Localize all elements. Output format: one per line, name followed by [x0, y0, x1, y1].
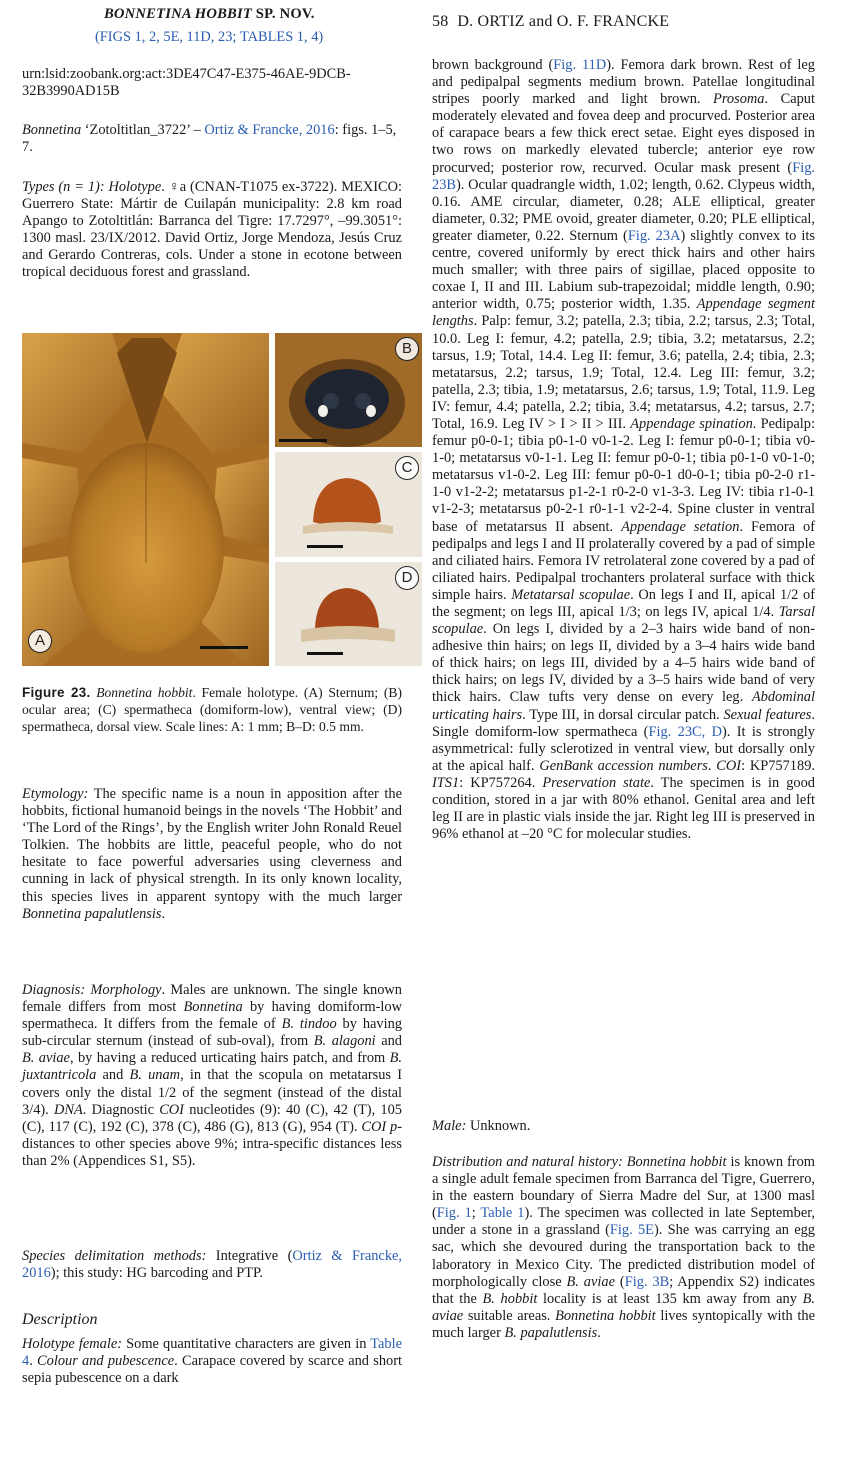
panel-label-b: B	[395, 337, 419, 361]
male-paragraph: Male: Unknown.	[432, 1118, 531, 1134]
fig-link[interactable]: Fig. 23C, D	[648, 723, 722, 740]
panel-label-a: A	[28, 629, 52, 653]
tables-link[interactable]: TABLES 1, 4	[240, 29, 319, 45]
panel-label-c: C	[395, 456, 419, 480]
page-number: 58	[432, 13, 449, 30]
fig-link[interactable]: Fig. 23B	[432, 159, 815, 193]
table-link[interactable]: Table 1	[480, 1205, 525, 1222]
citation-link[interactable]: Ortiz & Francke, 2016	[22, 1248, 402, 1282]
running-head-authors: D. ORTIZ and O. F. FRANCKE	[457, 13, 670, 30]
zoobank-lsid: urn:lsid:zoobank.org:act:3DE47C47-E375-46AE-9DCB-32B3990AD15B	[22, 66, 351, 100]
section-heading-description: Description	[22, 1311, 98, 1328]
figs-link[interactable]: FIGS 1, 2, 5E, 11D, 23	[99, 29, 233, 45]
etymology-paragraph: Etymology: The specific name is a noun in apposition after the hobbits, fictional humanoid beings in the novels ‘The Hobbit’ and ‘The Lord of the Rings’, by the English writer John Ronald Reuel Tolkien. The hobbits are little, peaceful people, who do not hesitate to face powerful adversaries using cleverness and cunning in lack of physical strength. In its only known locality, this species lives in apparent syntopy with the much larger Bonnetina papalutlensis.	[22, 786, 402, 922]
figure-23	[22, 333, 413, 668]
figure-table-refs: (FIGS 1, 2, 5E, 11D, 23; TABLES 1, 4)	[95, 29, 324, 45]
synonymy: Bonnetina ‘Zotoltitlan_3722’ – Ortiz & Francke, 2016: figs. 1–5, 7.	[22, 122, 397, 156]
spermatheca-dorsal-photo	[275, 562, 422, 666]
species-heading: BONNETINA HOBBIT SP. NOV.	[104, 6, 315, 22]
description-continued: brown background (Fig. 11D). Femora dark brown. Rest of leg and pedipalpal segments medium brown. Patellae longitudinal stripes poorly marked and light brown. Prosoma. Caput moderately elevated and fovea deep and procurved. Posterior area of carapace bears a few thick erect setae. Eight eyes disposed in two rows on markedly elevated tubercle; anterior eye row procurved; posterior row, recurved. Ocular mask present (Fig. 23B). Ocular quadrangle width, 1.02; length, 0.62. Clypeus width, 0.16. AME circular, diameter, 0.28; ALE elliptical, greater diameter, 0.32; PME ovoid, greater diameter, 0.20; PLE elliptical, greater diameter, 0.22. Sternum (Fig. 23A) slightly convex to its centre, covered uniformly by erect thick hairs and other hairs much smaller; with three pairs of sigillae, placed opposite to coxae I, II and III. Labium sub-trapezoidal; middle length, 0.90; anterior width, 0.75; posterior width, 1.35. Appendage segment lengths. Palp: femur, 3.2; patella, 2.3; tibia, 2.2; tarsus, 2.3; Total, 10.0. Leg I: femur, 4.2; patella, 2.9; tibia, 3.2; metatarsus, 2.2; tarsus, 1.9; Total, 14.4. Leg II: femur, 3.6; patella, 2.4; tibia, 2.3; metatarsus, 2.2; tarsus, 1.9; Total, 12.4. Leg III: femur, 3.2; patella, 2.3; tibia, 1.9; metatarsus, 2.6; tarsus, 1.9; Total, 11.9. Leg IV: femur, 4.4; patella, 2.2; tibia, 3.4; metatarsus, 4.2; tarsus, 2.7; Total, 16.9. Leg IV > I > II > III. Appendage spination. Pedipalp: femur p0-0-1; tibia p0-1-0 v0-1-2. Leg I: femur p0-0-1; tibia v0-1-0; metatarsus v0-1-1. Leg II: femur p0-0-1; tibia p0-1-0 v0-1-0; metatarsus v1-0-2. Leg III: femur p0-0-1 d0-0-1; tibia p0-2-0 r1-1-0 v1-2-2; metatarsus p1-2-1 r0-2-0 v1-3-3. Leg IV: tibia r1-0-1 v1-2-3; metatarsus p0-2-1 r0-1-1 v2-2-4. Spine cluster in ventral base of metatarsus II absent. Appendage setation. Femora of pedipalps and legs I and II prolaterally covered by a pad of simple and ciliated hairs. Femora IV retrolateral zone covered by a pad of ciliated hairs. Pedipalpal trochanters prolateral surface with thick simple hairs. Metatarsal scopulae. On legs I and II, apical 1/2 of the segment; on legs III, apical 1/3; on legs IV, apical 1/4. Tarsal scopulae. On legs I, divided by a 2–3 hairs wide band of non-adhesive thin hairs; on legs II, divided by a 3–4 hairs wide band of thick hairs; on legs III, divided by a 4–5 hairs wide band of thick hairs; on legs IV, divided by a 3–5 hairs wide band of very thick hairs. Claw tufts very dense on every leg. Abdominal urticating hairs. Type III, in dorsal circular patch. Sexual features. Single domiform-low spermatheca (Fig. 23C, D). It is strongly asymmetrical: fully sclerotized in ventral view, but dorsally only at the apical half. GenBank accession numbers. COI: KP757189. ITS1: KP757264. Preservation state. The specimen is in good condition, stored in a jar with 80% ethanol. Genital area and left leg II are in plastic vials inside the jar. Right leg III is preserved in 96% ethanol at –20 °C for molecular studies.	[432, 57, 816, 843]
distribution-paragraph: Distribution and natural history: Bonnetina hobbit is known from a single adult female specimen from Barranca del Tigre, Guerrero, in the eastern boundary of Sierra Madre del Sur, at 1300 masl (Fig. 1; Table 1). The specimen was collected in late September, under a stone in a grassland (Fig. 5E). She was carrying an egg sac, which she devoured during the transportation back to the laboratory in Mexico City. The predicted distribution model of morphologically close B. aviae (Fig. 3B; Appendix S2) indicates that the B. hobbit locality is at least 135 km away from any B. aviae suitable areas. Bonnetina hobbit lives syntopically with the much larger B. papalutlensis.	[432, 1154, 816, 1341]
holotype-paragraph: Holotype female: Some quantitative characters are given in Table 4. Colour and pubescence. Carapace covered by scarce and short sepia pubescence on a dark	[22, 1336, 403, 1387]
fig-link[interactable]: Fig. 11D	[553, 57, 607, 73]
diagnosis-paragraph: Diagnosis: Morphology. Males are unknown. The single known female differs from most Bonnetina by having domiform-low spermatheca. It differs from the female of B. tindoo by having sub-circular sternum (instead of sub-oval), from B. alagoni and B. aviae, by having a reduced urticating hairs patch, and from B. juxtantricola and B. unam, in that the scopula on metatarsus I covers only the distal 1/2 of the segment (instead of the distal 3/4). DNA. Diagnostic COI nucleotides (9): 40 (C), 42 (T), 105 (C), 117 (C), 192 (C), 378 (C), 486 (G), 813 (G), 954 (T). COI p-distances to other species above 9%; intra-specific distances less than 2% (Appendices S1, S5).	[22, 982, 403, 1169]
fig-link[interactable]: Fig. 1	[436, 1205, 472, 1222]
running-head	[432, 13, 669, 31]
ocular-area-photo	[275, 333, 422, 447]
delimitation-paragraph: Species delimitation methods: Integrative (Ortiz & Francke, 2016); this study: HG barcoding and PTP.	[22, 1248, 402, 1282]
figure-caption: Figure 23. Bonnetina hobbit. Female holotype. (A) Sternum; (B) ocular area; (C) spermatheca (domiform-low), ventral view; (D) spermatheca, dorsal view. Scale lines: A: 1 mm; B–D: 0.5 mm.	[22, 685, 402, 734]
fig-link[interactable]: Fig. 23A	[627, 227, 681, 244]
sternum-photo	[22, 333, 269, 666]
types-paragraph: Types (n = 1): Holotype. ♀a (CNAN-T1075 ex-3722). MEXICO: Guerrero State: Mártir de Cuilapán municipality: 2.8 km road Apango to Zotoltitlán: Barranca del Tigre: 17.7297°, –99.3051°: 1300 masl. 23/IX/2012. David Ortiz, Jorge Mendoza, Jesús Cruz and Gerardo Contreras, cols. Under a stone in ecotone between tropical deciduous forest and grassland.	[22, 179, 403, 281]
fig-link[interactable]: Fig. 5E	[609, 1222, 654, 1239]
citation-link[interactable]: Ortiz & Francke, 2016	[204, 122, 335, 138]
panel-label-d: D	[395, 566, 419, 590]
spermatheca-ventral-photo	[275, 452, 422, 557]
fig-link[interactable]: Fig. 3B	[624, 1273, 670, 1290]
table-link[interactable]: Table 4	[22, 1336, 403, 1370]
sternum-image	[22, 333, 269, 666]
